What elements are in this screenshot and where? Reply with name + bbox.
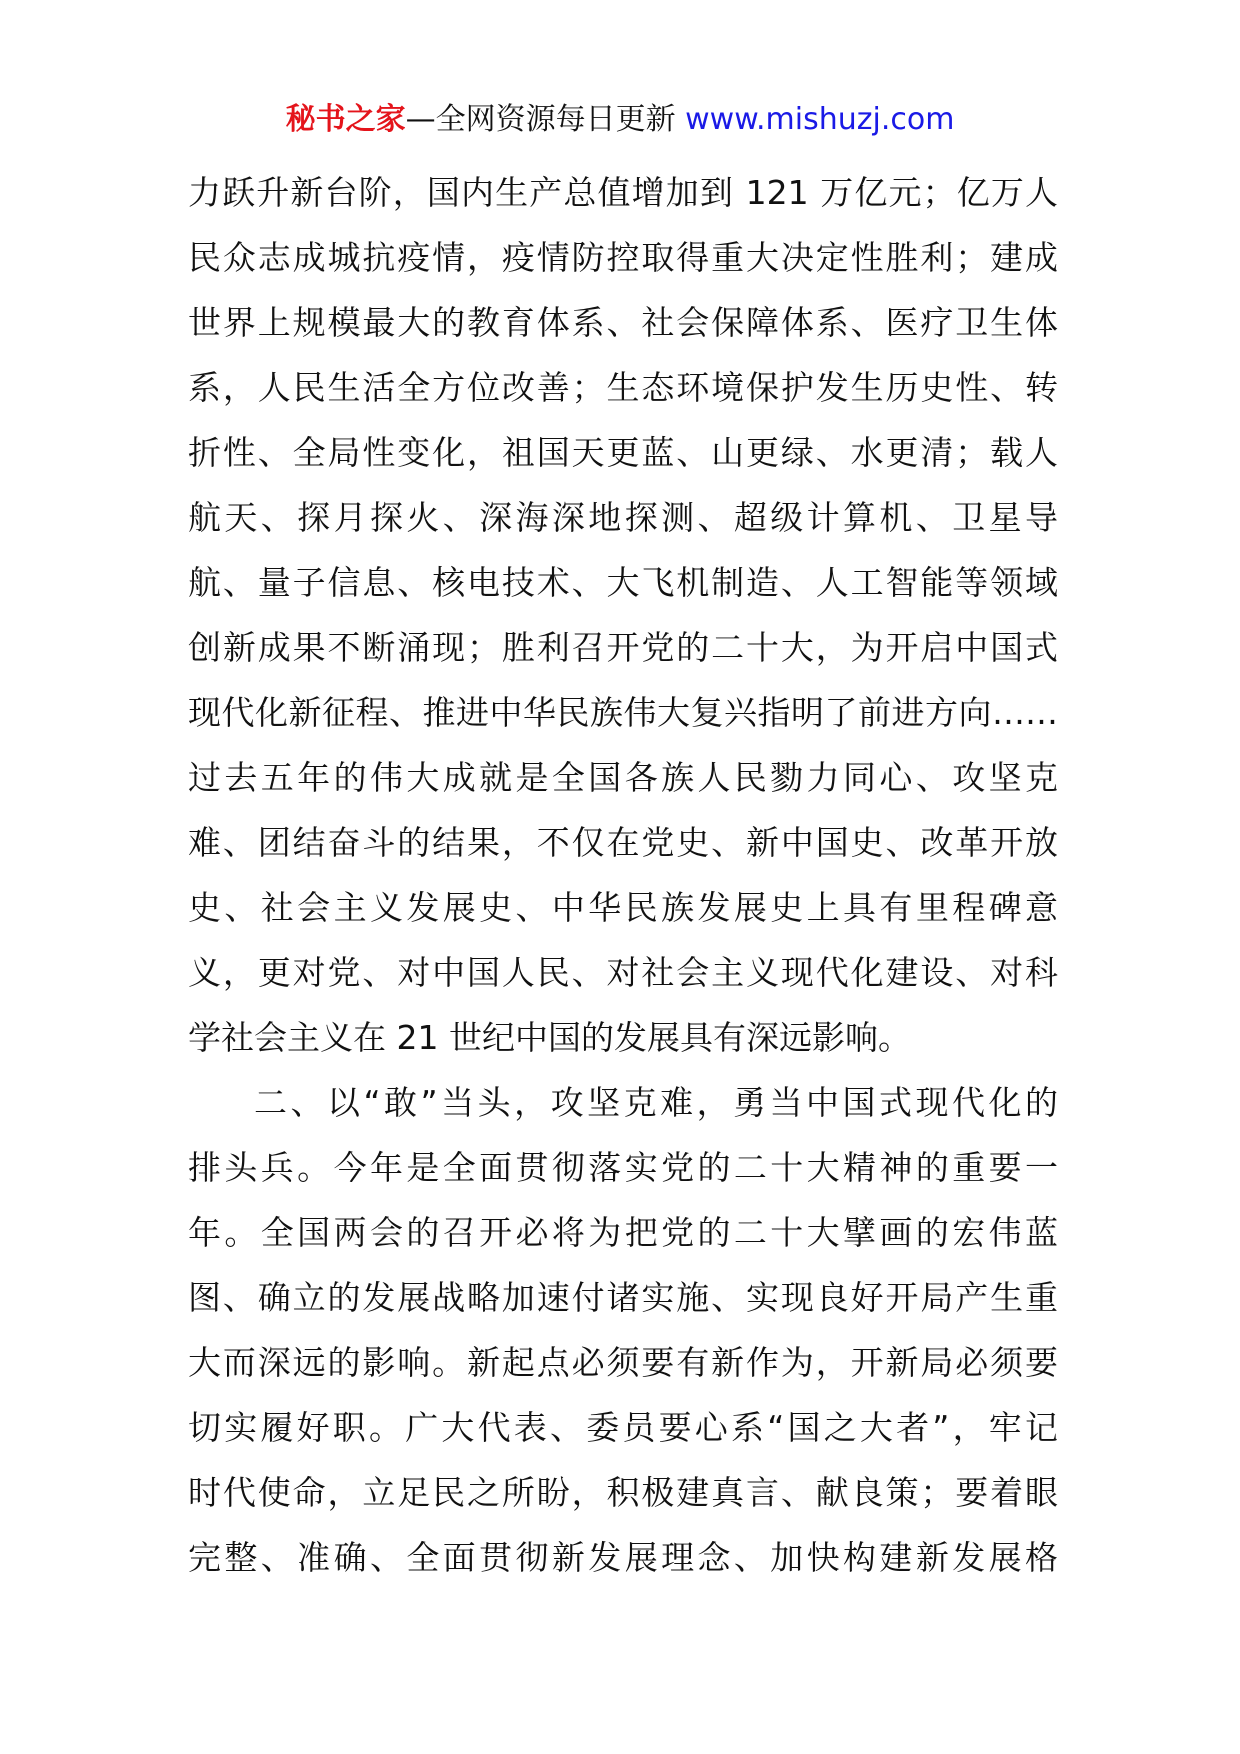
site-tagline: —全网资源每日更新 — [405, 102, 676, 137]
text-line: 现代化新征程、推进中华民族伟大复兴指明了前进方向…… — [188, 693, 1058, 732]
text-line: 力跃升新台阶，国内生产总值增加到 121 万亿元；亿万人 — [188, 173, 1058, 212]
document-body — [188, 160, 1058, 1590]
site-url-link[interactable]: www.mishuzj.com — [685, 102, 955, 137]
text-line: 学社会主义在 21 世纪中国的发展具有深远影响。 — [188, 1018, 911, 1057]
text-line: 过去五年的伟大成就是全国各族人民勠力同心、攻坚克 — [188, 758, 1058, 797]
text-line: 折性、全局性变化，祖国天更蓝、山更绿、水更清；载人 — [188, 433, 1058, 472]
text-line: 排头兵。今年是全面贯彻落实党的二十大精神的重要一 — [188, 1148, 1058, 1187]
text-line: 难、团结奋斗的结果，不仅在党史、新中国史、改革开放 — [188, 823, 1058, 862]
text-line: 史、社会主义发展史、中华民族发展史上具有里程碑意 — [188, 888, 1058, 927]
site-brand: 秘书之家 — [285, 102, 406, 137]
site-header — [0, 100, 1240, 140]
text-line: 完整、准确、全面贯彻新发展理念、加快构建新发展格 — [188, 1538, 1058, 1577]
text-line: 民众志成城抗疫情，疫情防控取得重大决定性胜利；建成 — [188, 238, 1058, 277]
text-line: 世界上规模最大的教育体系、社会保障体系、医疗卫生体 — [188, 303, 1058, 342]
text-line: 大而深远的影响。新起点必须要有新作为，开新局必须要 — [188, 1343, 1058, 1382]
text-line: 义，更对党、对中国人民、对社会主义现代化建设、对科 — [188, 953, 1058, 992]
text-line: 创新成果不断涌现；胜利召开党的二十大，为开启中国式 — [188, 628, 1058, 667]
text-line: 航天、探月探火、深海深地探测、超级计算机、卫星导 — [188, 498, 1058, 537]
text-line: 年。全国两会的召开必将为把党的二十大擘画的宏伟蓝 — [188, 1213, 1058, 1252]
text-line: 切实履好职。广大代表、委员要心系“国之大者”，牢记 — [188, 1408, 1058, 1447]
text-line: 航、量子信息、核电技术、大飞机制造、人工智能等领域 — [188, 563, 1058, 602]
text-line: 图、确立的发展战略加速付诸实施、实现良好开局产生重 — [188, 1278, 1058, 1317]
text-line: 时代使命，立足民之所盼，积极建真言、献良策；要着眼 — [188, 1473, 1058, 1512]
text-line: 系，人民生活全方位改善；生态环境保护发生历史性、转 — [188, 368, 1058, 407]
section-heading-line: 二、以“敢”当头，攻坚克难，勇当中国式现代化的 — [254, 1083, 1058, 1122]
